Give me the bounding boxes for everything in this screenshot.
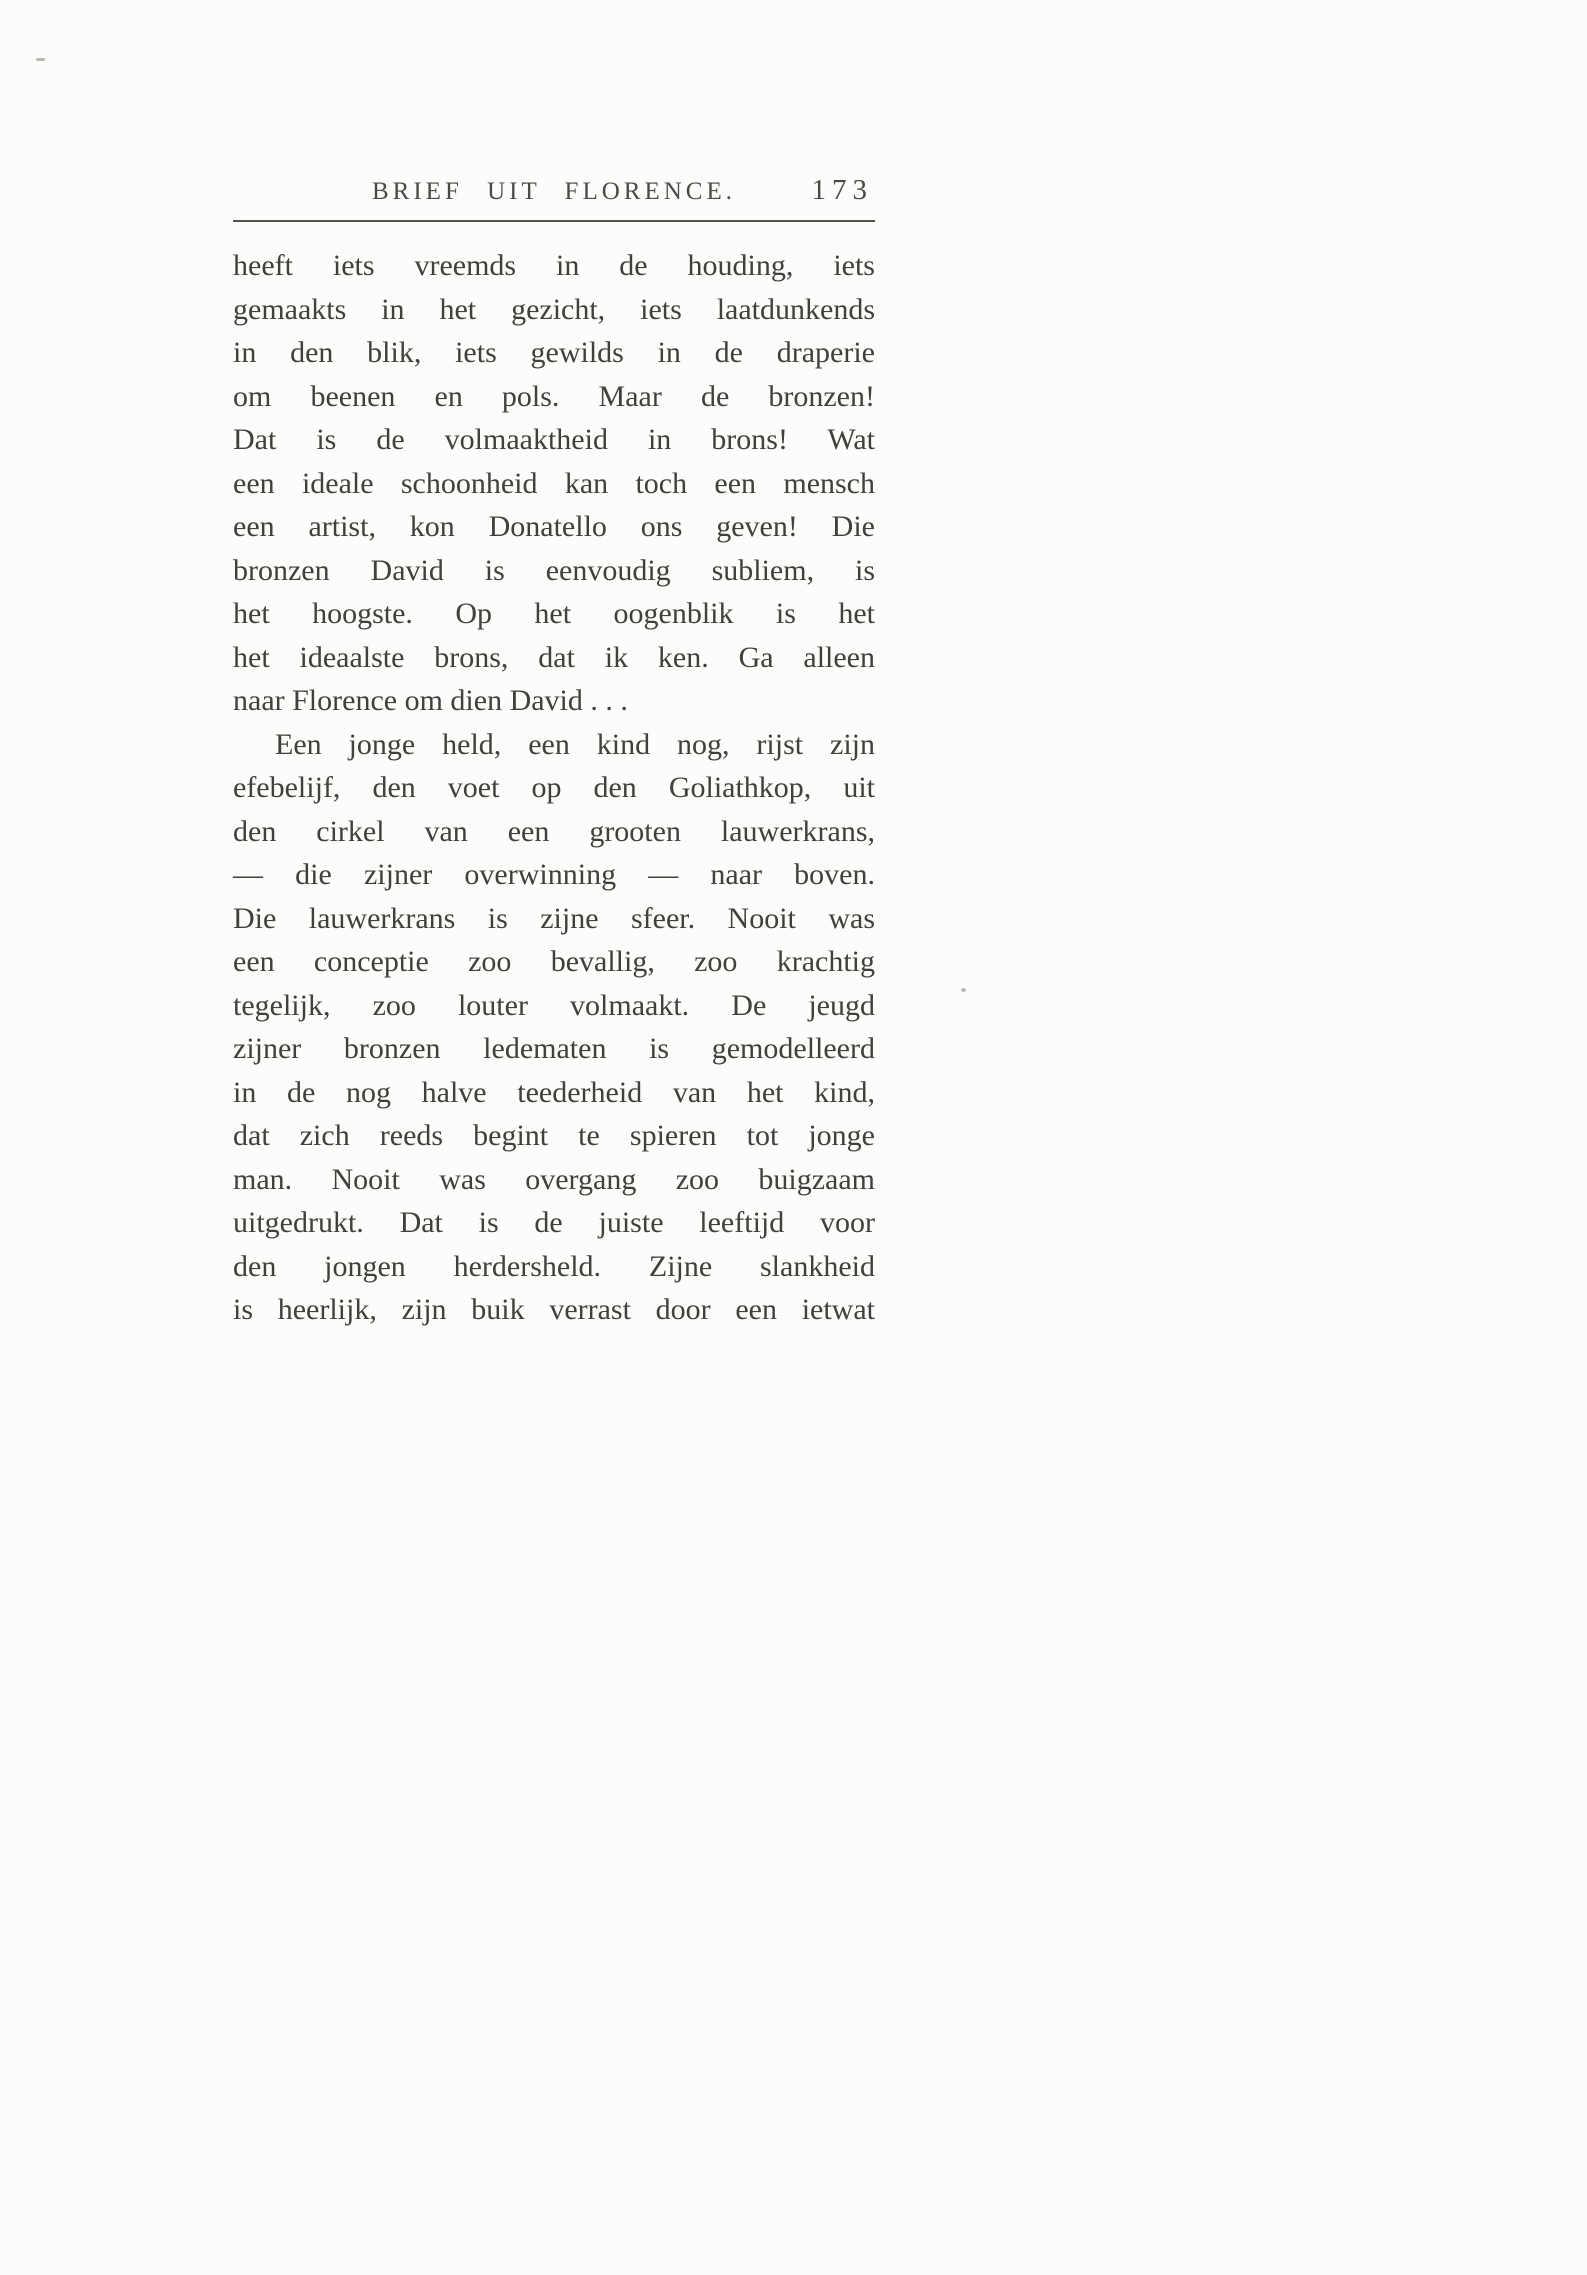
text-line: een artist, kon Donatello ons geven! Die — [233, 510, 875, 543]
page-header — [233, 174, 875, 220]
paragraph-2 — [233, 723, 875, 1332]
text-line: in den blik, iets gewilds in de draperie — [233, 336, 875, 369]
text-line: het hoogste. Op het oogenblik is het — [233, 597, 875, 630]
text-line: heeft iets vreemds in de houding, iets — [233, 249, 875, 282]
text-line: een conceptie zoo bevallig, zoo krachtig — [233, 945, 875, 978]
text-line: dat zich reeds begint te spieren tot jonge — [233, 1119, 875, 1152]
text-line: naar Florence om dien David . . . — [233, 684, 628, 717]
text-line: Een jonge held, een kind nog, rijst zijn — [275, 727, 875, 761]
text-line: den cirkel van een grooten lauwerkrans, — [233, 814, 875, 848]
text-line: uitgedrukt. Dat is de juiste leeftijd voor — [233, 1206, 875, 1239]
text-line: den jongen herdersheld. Zijne slankheid — [233, 1249, 875, 1283]
text-line: zijner bronzen ledematen is gemodelleerd — [233, 1032, 875, 1065]
text-line: om beenen en pols. Maar de bronzen! — [233, 379, 875, 413]
text-line: het ideaalste brons, dat ik ken. Ga alleen — [233, 640, 875, 674]
text-line: is heerlijk, zijn buik verrast door een ietwat — [233, 1293, 875, 1326]
text-line: man. Nooit was overgang zoo buigzaam — [233, 1162, 875, 1196]
scan-artifact — [36, 58, 45, 61]
text-line: efebelijf, den voet op den Goliathkop, uit — [233, 771, 875, 804]
page-body — [233, 222, 875, 1332]
scan-artifact — [961, 988, 966, 992]
text-line: een ideale schoonheid kan toch een mensch — [233, 466, 875, 500]
paragraph-1 — [233, 244, 875, 723]
text-line: gemaakts in het gezicht, iets laatdunkends — [233, 292, 875, 326]
running-title: BRIEF UIT FLORENCE. — [372, 178, 736, 205]
text-column — [233, 174, 875, 1332]
page-number: 173 — [811, 174, 873, 206]
text-line: Die lauwerkrans is zijne sfeer. Nooit was — [233, 901, 875, 935]
text-line: — die zijner overwinning — naar boven. — [233, 858, 875, 891]
text-line: tegelijk, zoo louter volmaakt. De jeugd — [233, 988, 875, 1022]
text-line: bronzen David is eenvoudig subliem, is — [233, 553, 875, 587]
text-line: in de nog halve teederheid van het kind, — [233, 1075, 875, 1109]
text-line: Dat is de volmaaktheid in brons! Wat — [233, 423, 875, 456]
